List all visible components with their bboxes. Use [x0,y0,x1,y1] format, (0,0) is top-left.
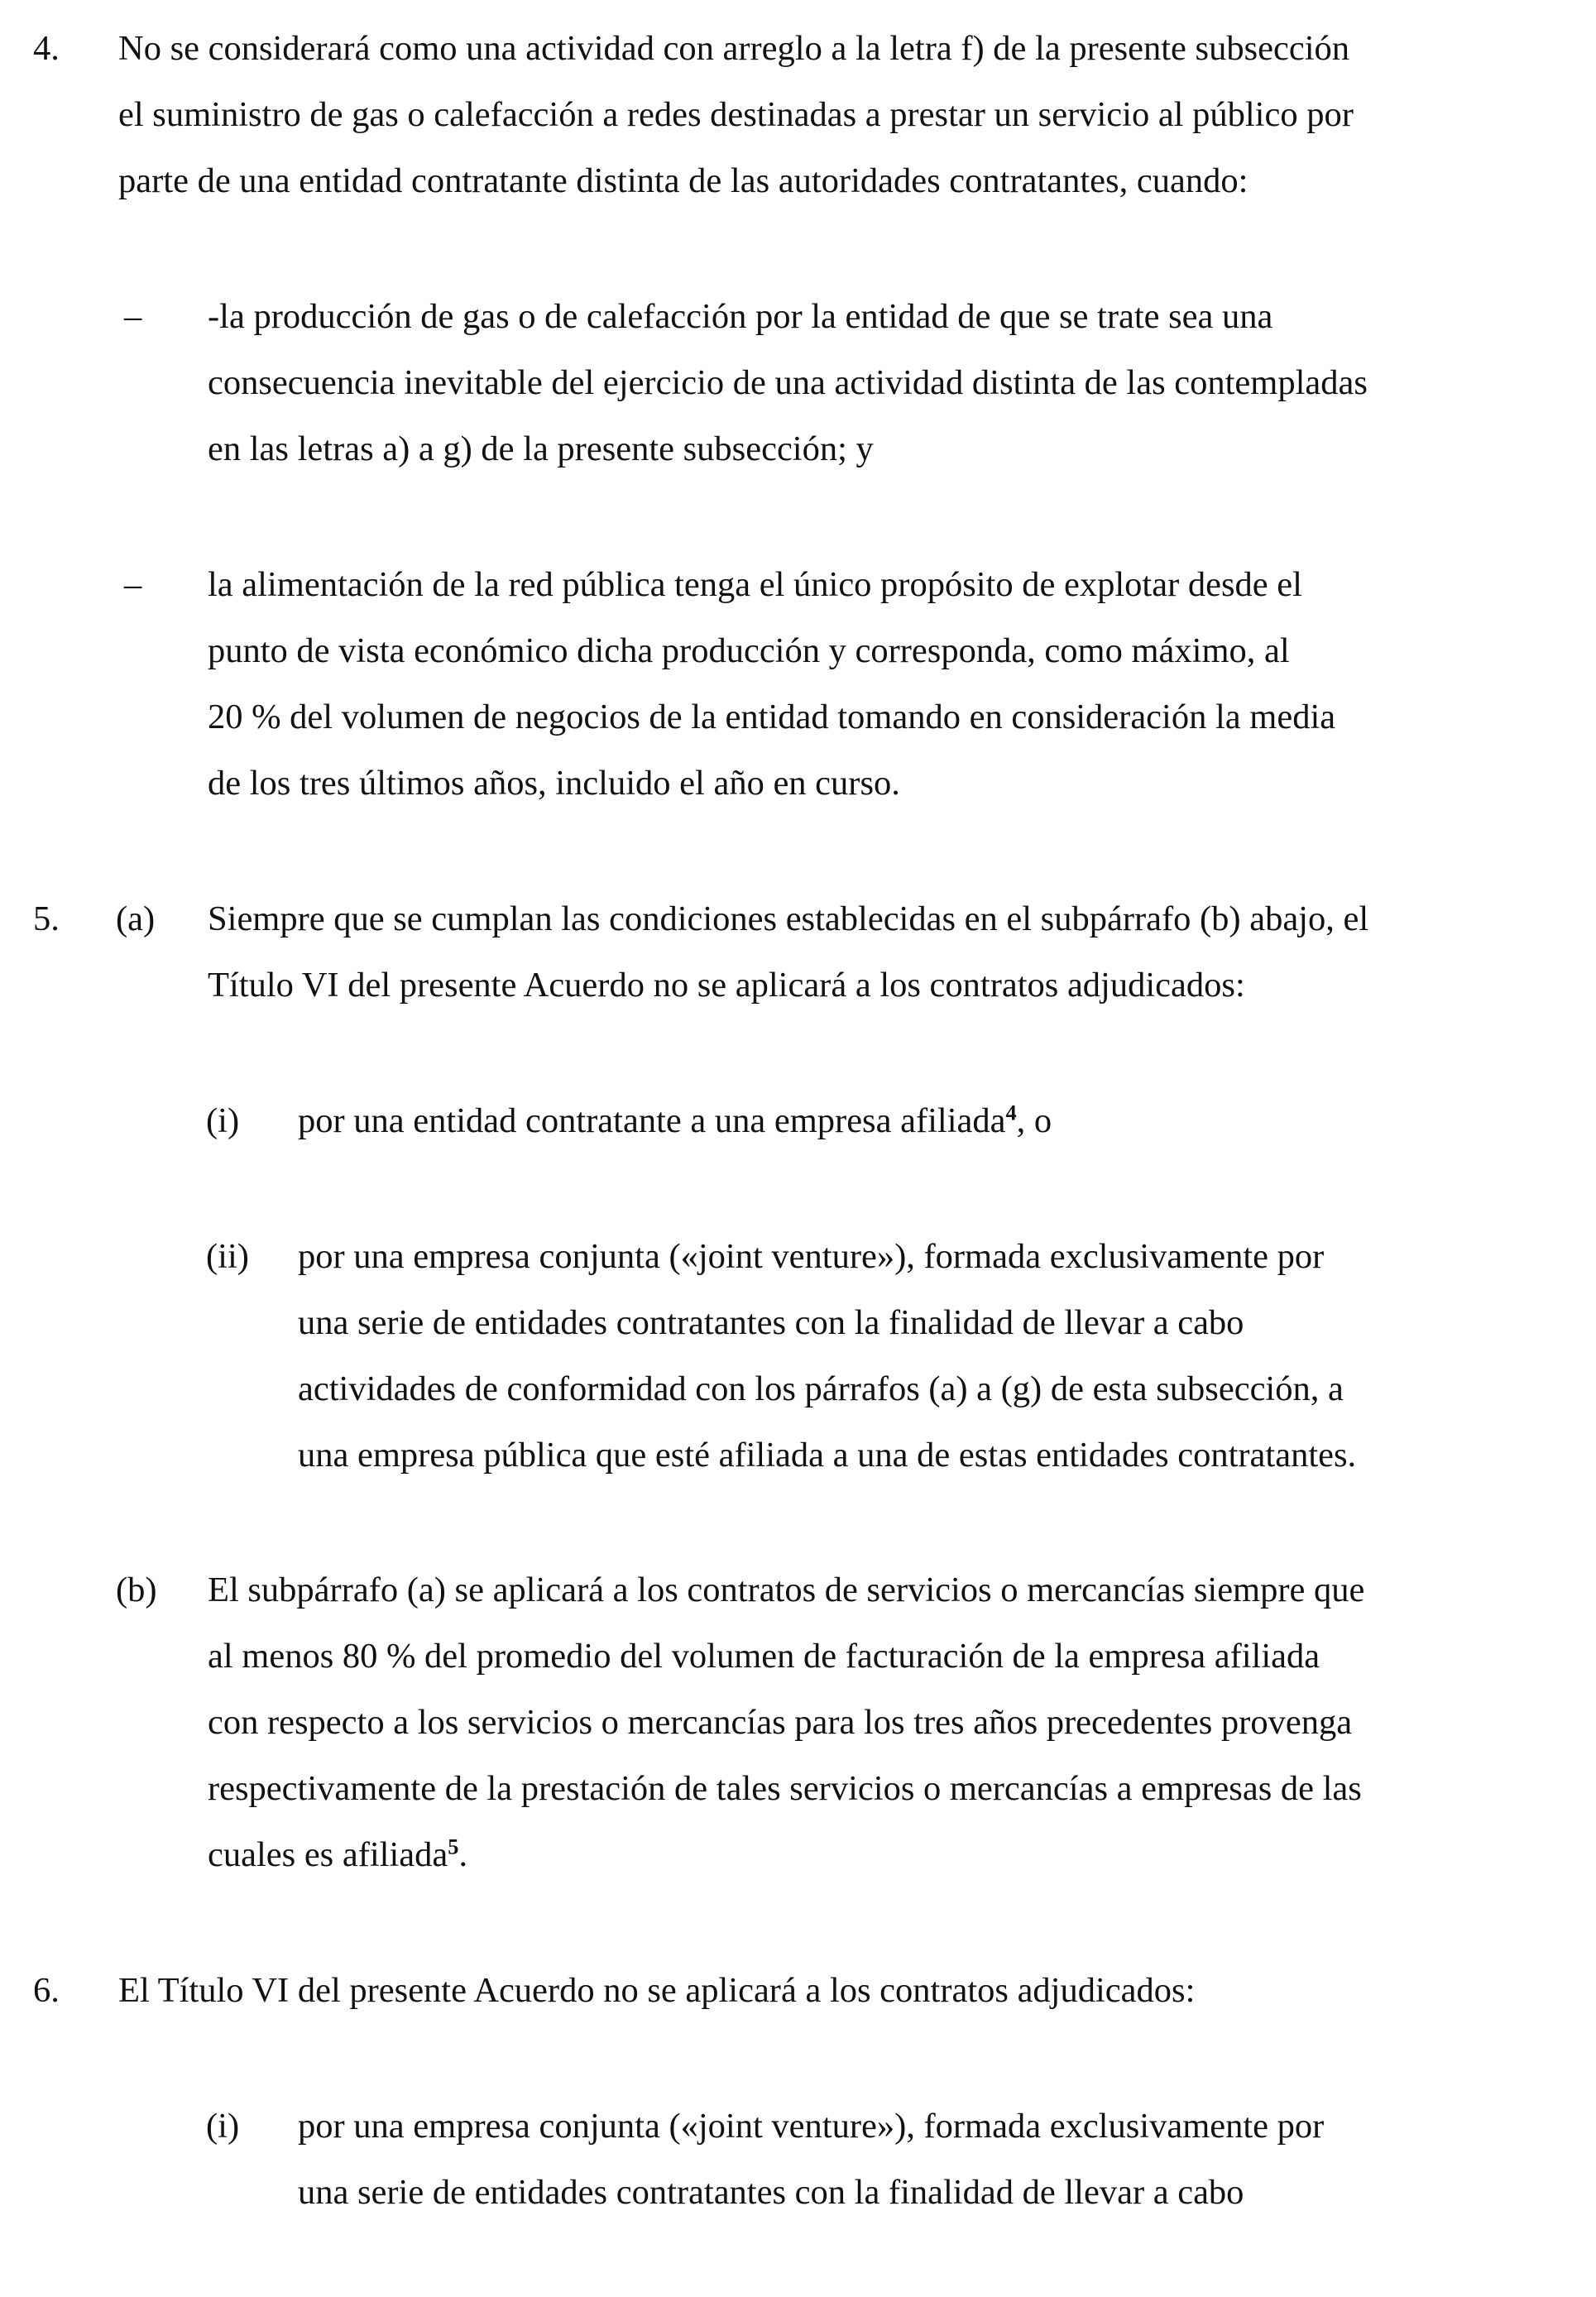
text-line: una serie de entidades contratantes con la finalidad de llevar a cabo [298,1303,1244,1342]
footnote-marker: 5 [448,1834,459,1859]
paragraph-number: 4. [33,29,60,68]
item-label: (i) [206,2107,240,2146]
text-line: punto de vista económico dicha producción y corresponda, como máximo, al [208,631,1290,670]
text-line: actividades de conformidad con los párrafos (a) a (g) de esta subsección, a [298,1369,1344,1408]
text-line: la alimentación de la red pública tenga el único propósito de explotar desde el [208,565,1302,604]
text-line: respectivamente de la prestación de tales servicios o mercancías a empresas de las [208,1769,1362,1808]
text-line: -la producción de gas o de calefacción por la entidad de que se trate sea una [208,297,1273,336]
text-line: al menos 80 % del promedio del volumen de facturación de la empresa afiliada [208,1637,1320,1676]
text-line: una empresa pública que esté afiliada a una de estas entidades contratantes. [298,1436,1357,1475]
text-line: una serie de entidades contratantes con la finalidad de llevar a cabo [298,2173,1244,2212]
text-line: el suministro de gas o calefacción a redes destinadas a prestar un servicio al público por [118,95,1354,134]
text-line: por una empresa conjunta («joint venture»), formada exclusivamente por [298,2107,1325,2146]
text-line: con respecto a los servicios o mercancías para los tres años precedentes provenga [208,1703,1353,1742]
text-line: por una empresa conjunta («joint venture»), formada exclusivamente por [298,1237,1325,1276]
subparagraph-label: (b) [116,1570,157,1609]
subparagraph-label: (a) [116,899,156,938]
text-line: de los tres últimos años, incluido el año en curso. [208,764,900,803]
footnote-marker: 4 [1005,1101,1017,1125]
text-line: 20 % del volumen de negocios de la entidad tomando en consideración la media [208,698,1336,736]
text-line: en las letras a) a g) de la presente subsección; y [208,429,874,468]
text-line: por una entidad contratante a una empresa afiliada$^4$, o [298,1101,1052,1140]
text-line: El Título VI del presente Acuerdo no se aplicará a los contratos adjudicados: [118,1971,1196,2010]
text-line: cuales es afiliada$^5$. [208,1834,468,1874]
item-label: (i) [206,1101,240,1140]
item-label: (ii) [206,1237,249,1276]
text-line: parte de una entidad contratante distinta de las autoridades contratantes, cuando: [118,161,1249,200]
dash-bullet-icon: – [124,565,142,604]
text-line: El subpárrafo (a) se aplicará a los contratos de servicios o mercancías siempre que [208,1570,1365,1609]
text-line: consecuencia inevitable del ejercicio de una actividad distinta de las contempladas [208,363,1368,402]
text-line: Siempre que se cumplan las condiciones establecidas en el subpárrafo (b) abajo, el [208,899,1369,938]
dash-bullet-icon: – [124,297,142,336]
text-line: No se considerará como una actividad con arreglo a la letra f) de la presente subsección [118,29,1350,68]
paragraph-number: 6. [33,1971,60,2010]
text-line: Título VI del presente Acuerdo no se aplicará a los contratos adjudicados: [208,966,1245,1005]
paragraph-number: 5. [33,899,60,938]
